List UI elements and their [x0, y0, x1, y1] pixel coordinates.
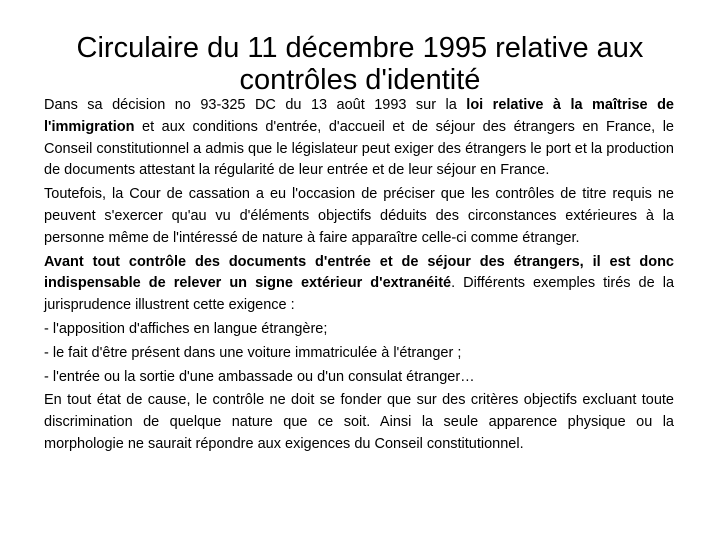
paragraph-1	[44, 95, 674, 182]
paragraph-3	[44, 252, 674, 317]
page-title: Circulaire du 11 décembre 1995 relative aux contrôles d'identité	[76, 32, 644, 96]
paragraph-1-text-a: Dans sa décision no 93-325 DC du 13 août 1993 sur la	[44, 97, 467, 113]
paragraph-1-text-c: et aux conditions d'entrée, d'accueil et de séjour des étrangers en France, le Conseil constitutionnel a admis que le législateur peut exiger des étrangers le port et la production de documents attestant la régularité de leur entrée et de leur séjour en France.	[44, 118, 674, 179]
list-item: - l'apposition d'affiches en langue étrangère;	[44, 320, 328, 337]
document-body	[44, 95, 674, 458]
paragraph-4: En tout état de cause, le contrôle ne doit se fonder que sur des critères objectifs excluant toute discrimination de quelque nature que ce soit. Ainsi la seule apparence physique ou la morphologie ne saurait répondre aux exigences du Conseil constitutionnel.	[44, 392, 674, 452]
paragraph-3-bold: Avant tout contrôle des documents d'entrée et de séjour des étrangers, il est donc indispensable de relever un signe extérieur d'extranéité	[44, 253, 674, 292]
paragraph-2: Toutefois, la Cour de cassation a eu l'occasion de préciser que les contrôles de titre requis ne peuvent s'exercer qu'au vu d'éléments objectifs déduits des circonstances extérieures à la personne même de l'intéressé de nature à faire apparaître celle-ci comme étranger.	[44, 186, 674, 246]
list-item: - l'entrée ou la sortie d'une ambassade ou d'un consulat étranger…	[44, 368, 475, 385]
paragraph-1-bold: loi relative à la maîtrise de l'immigration	[44, 97, 674, 135]
list-item: - le fait d'être présent dans une voiture immatriculée à l'étranger ;	[44, 344, 462, 361]
paragraph-3-text: . Différents exemples tirés de la jurisprudence illustrent cette exigence :	[44, 275, 675, 314]
